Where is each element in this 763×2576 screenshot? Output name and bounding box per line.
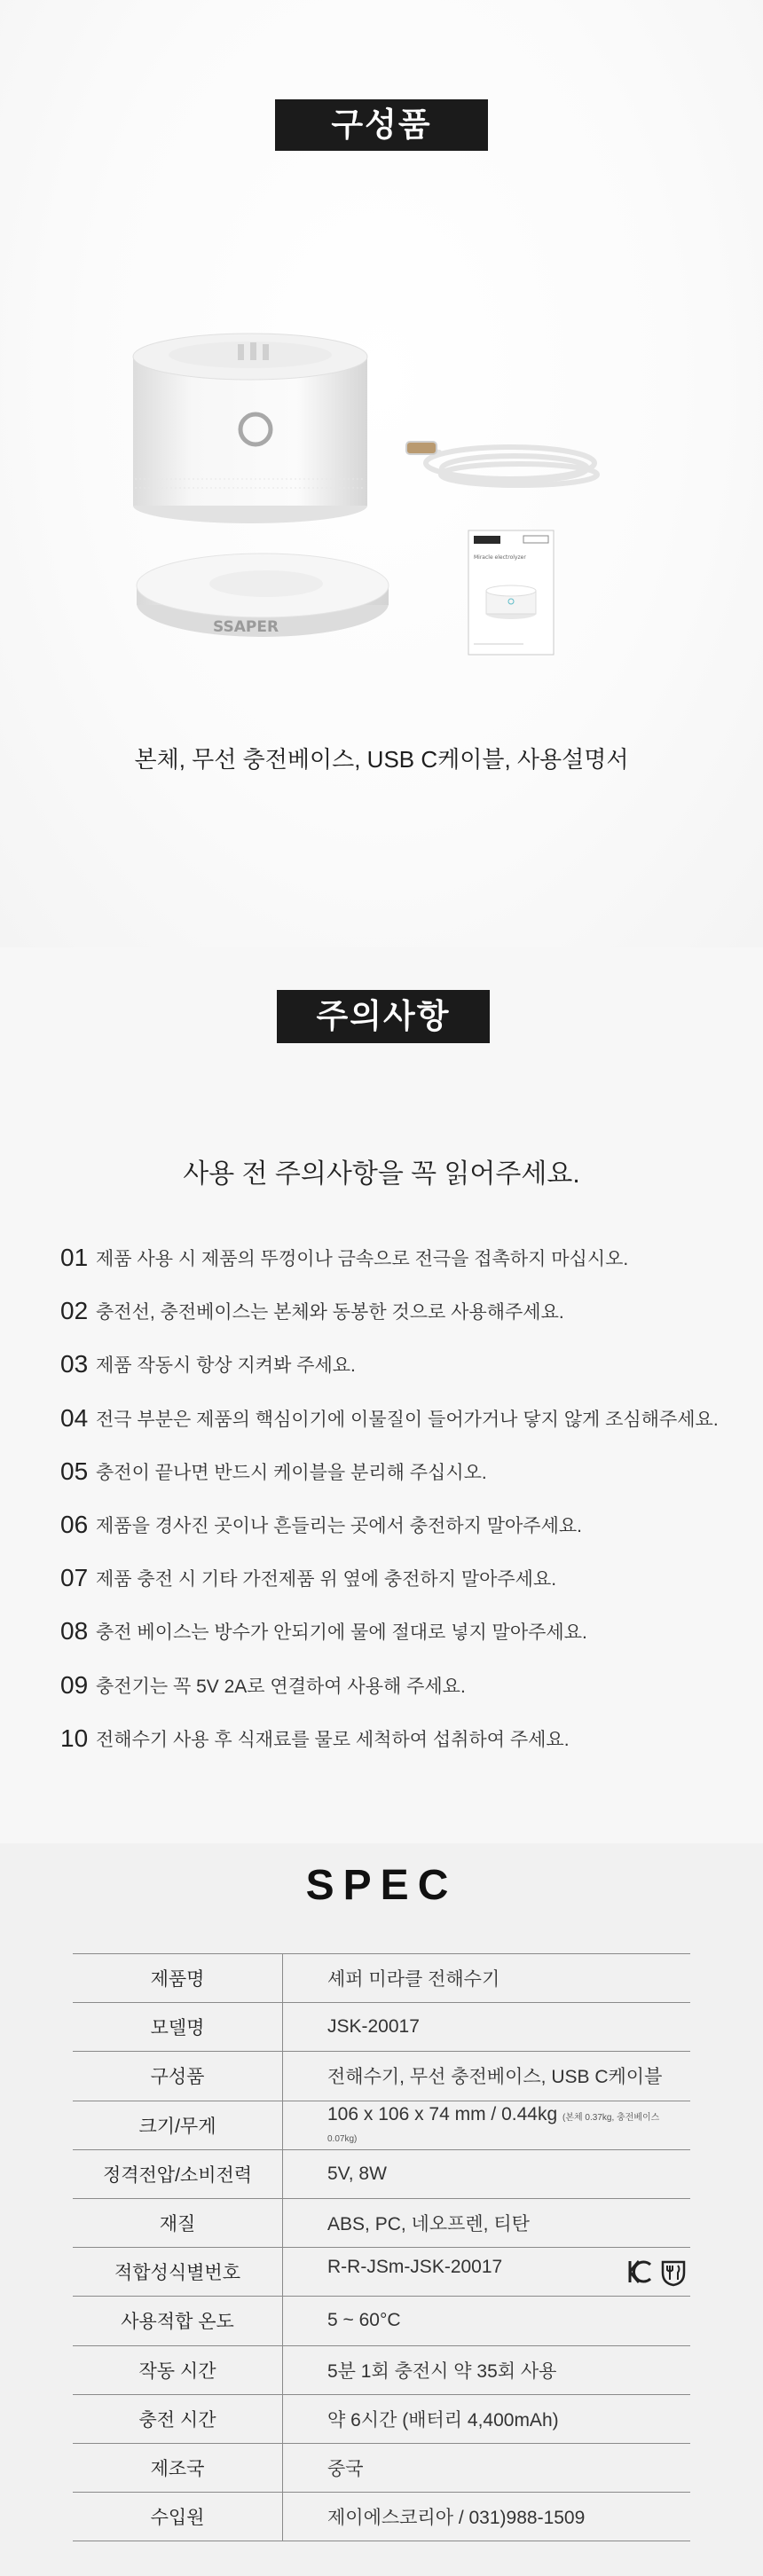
table-row: [73, 2003, 690, 2052]
table-row: [73, 1954, 690, 2003]
electrolyzer-body: [133, 334, 367, 523]
list-item: [60, 1712, 735, 1765]
spec-key: 제조국: [73, 2443, 283, 2492]
item-text: 전극 부분은 제품의 핵심이기에 이물질이 들어가거나 닿지 않게 조심해주세요.: [96, 1409, 719, 1430]
spec-value: JSK-20017: [283, 2003, 691, 2052]
item-number: 04: [60, 1403, 89, 1432]
list-item: [60, 1231, 735, 1284]
base-logo: SSAPER: [213, 618, 279, 636]
spec-key: 충전 시간: [73, 2394, 283, 2443]
item-text: 충전기는 꼭 5V 2A로 연결하여 사용해 주세요.: [96, 1676, 466, 1697]
spec-value-cell: [283, 2101, 691, 2149]
caution-list: [60, 1231, 735, 1765]
table-row: [73, 2297, 690, 2345]
spec-key: 구성품: [73, 2052, 283, 2101]
charging-base: [137, 554, 389, 637]
table-row: [73, 2493, 690, 2541]
spec-key: 수입원: [73, 2493, 283, 2541]
components-title: 구성품: [275, 99, 488, 151]
item-text: 충전 베이스는 방수가 안되기에 물에 절대로 넣지 말아주세요.: [96, 1622, 587, 1644]
food-safe-icon: [658, 2257, 688, 2287]
list-item: [60, 1551, 735, 1605]
table-row: [73, 2149, 690, 2198]
spec-value: R-R-JSm-JSK-20017: [327, 2257, 503, 2278]
table-row: [73, 2052, 690, 2101]
spec-value: 5분 1회 충전시 약 35회 사용: [283, 2345, 691, 2394]
list-item: [60, 1605, 735, 1658]
table-row: [73, 2248, 690, 2297]
spec-key: 사용적합 온도: [73, 2297, 283, 2345]
spec-key: 적합성식별번호: [73, 2248, 283, 2297]
spec-value: 셰퍼 미라클 전해수기: [283, 1954, 691, 2003]
product-image: [115, 319, 648, 674]
table-row: [73, 2101, 690, 2149]
spec-value: 중국: [283, 2443, 691, 2492]
spec-value: ABS, PC, 네오프렌, 티탄: [283, 2198, 691, 2247]
item-text: 제품 사용 시 제품의 뚜껑이나 금속으로 전극을 접촉하지 마십시오.: [96, 1249, 629, 1270]
item-number: 05: [60, 1457, 89, 1485]
spec-key: 재질: [73, 2198, 283, 2247]
list-item: [60, 1392, 735, 1445]
item-text: 제품 작동시 항상 지켜봐 주세요.: [96, 1355, 356, 1377]
caution-title: 주의사항: [277, 990, 490, 1043]
item-text: 제품 충전 시 기타 가전제품 위 옆에 충전하지 말아주세요.: [96, 1569, 557, 1590]
spec-key: 모델명: [73, 2003, 283, 2052]
item-text: 제품을 경사진 곳이나 흔들리는 곳에서 충전하지 말아주세요.: [96, 1516, 582, 1537]
list-item: [60, 1498, 735, 1551]
certification-marks: [626, 2257, 688, 2287]
spec-value-cell: [283, 2248, 691, 2297]
spec-key: 작동 시간: [73, 2345, 283, 2394]
user-manual: [468, 530, 554, 655]
item-text: 충전이 끝나면 반드시 케이블을 분리해 주십시오.: [96, 1462, 487, 1483]
table-row: [73, 2345, 690, 2394]
weight-note: (본체 0.37kg, 충전베이스 0.07kg): [327, 2112, 660, 2144]
components-caption: 본체, 무선 충전베이스, USB C케이블, 사용설명서: [134, 746, 629, 773]
spec-value: 약 6시간 (배터리 4,400mAh): [283, 2394, 691, 2443]
list-item: [60, 1445, 735, 1498]
spec-key: 크기/무게: [73, 2101, 283, 2149]
spec-key: 정격전압/소비전력: [73, 2149, 283, 2198]
item-number: 10: [60, 1724, 89, 1752]
spec-value: 106 x 106 x 74 mm / 0.44kg: [327, 2103, 558, 2124]
item-text: 전해수기 사용 후 식재료를 물로 세척하여 섭취하여 주세요.: [96, 1729, 570, 1750]
spec-value: 전해수기, 무선 충전베이스, USB C케이블: [283, 2052, 691, 2101]
table-row: [73, 2394, 690, 2443]
spec-title: SPEC: [305, 1862, 458, 1909]
list-item: [60, 1338, 735, 1391]
table-row: [73, 2198, 690, 2247]
list-item: [60, 1659, 735, 1712]
spec-value: 5 ~ 60°C: [283, 2297, 691, 2345]
spec-value: 제이에스코리아 / 031)988-1509: [283, 2493, 691, 2541]
spec-key: 제품명: [73, 1954, 283, 2003]
item-number: 02: [60, 1297, 89, 1325]
svg-text:Miracle electrolyzer: Miracle electrolyzer: [474, 554, 526, 561]
spec-table: [73, 1953, 690, 2541]
item-number: 08: [60, 1617, 89, 1645]
caution-intro: 사용 전 주의사항을 꼭 읽어주세요.: [183, 1159, 580, 1189]
item-text: 충전선, 충전베이스는 본체와 동봉한 것으로 사용해주세요.: [96, 1302, 564, 1323]
table-row: [73, 2443, 690, 2492]
item-number: 06: [60, 1511, 89, 1539]
usb-c-cable: [406, 442, 597, 485]
list-item: [60, 1284, 735, 1338]
item-number: 09: [60, 1670, 89, 1699]
item-number: 03: [60, 1350, 89, 1378]
kc-mark-icon: [626, 2258, 653, 2285]
spec-value: 5V, 8W: [283, 2149, 691, 2198]
item-number: 01: [60, 1244, 89, 1272]
item-number: 07: [60, 1564, 89, 1592]
